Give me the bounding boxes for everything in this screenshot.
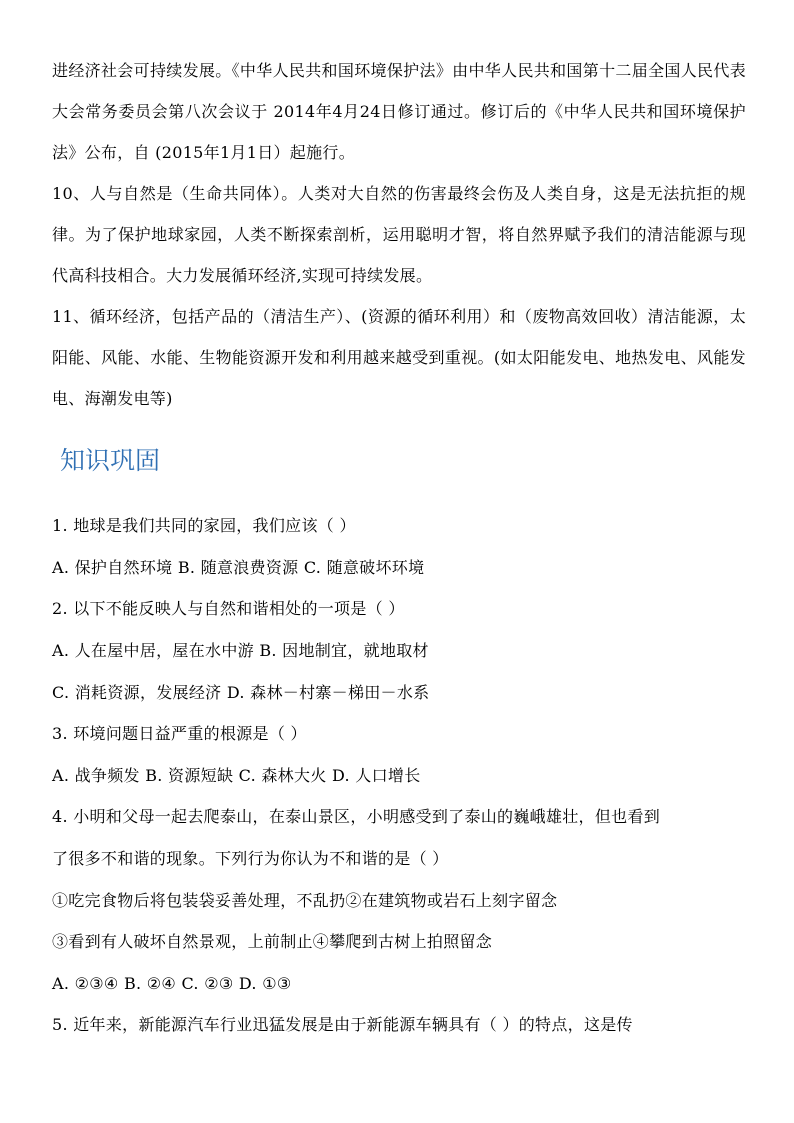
question-4-item-2: ③看到有人破坏自然景观，上前制止④攀爬到古树上拍照留念 bbox=[52, 932, 493, 951]
intro-paragraph-law: 进经济社会可持续发展。《中华人民共和国环境保护法》由中华人民共和国第十二届全国人民代表大会常务委员会第八次会议于 2014年4月24日修订通过。修订后的《中华人民共和国环境保护法》公布，自 (2015年1月1日）起施行。 bbox=[52, 61, 746, 162]
question-5-line-1: 5. 近年来，新能源汽车行业迅猛发展是由于新能源车辆具有（ ）的特点，这是传 bbox=[52, 1015, 633, 1034]
question-2-options-ab: A. 人在屋中居，屋在水中游 B. 因地制宜，就地取材 bbox=[52, 641, 429, 660]
question-4-options: A. ②③④ B. ②④ C. ②③ D. ①③ bbox=[52, 974, 292, 993]
question-4-item-1: ①吃完食物后将包装袋妥善处理，不乱扔②在建筑物或岩石上刻字留念 bbox=[52, 891, 558, 910]
intro-paragraph-11: 11、循环经济，包括产品的（清洁生产）、(资源的循环利用）和（废物高效回收）清洁能源，太阳能、风能、水能、生物能资源开发和利用越来越受到重视。(如太阳能发电、地热发电、风能发电、海潮发电等) bbox=[52, 307, 746, 408]
intro-paragraph-10: 10、人与自然是（生命共同体）。人类对大自然的伤害最终会伤及人类自身，这是无法抗拒的规律。为了保护地球家园，人类不断探索剖析，运用聪明才智，将自然界赋予我们的清洁能源与现代高科技相合。大力发展循环经济,实现可持续发展。 bbox=[52, 184, 746, 285]
question-1-options: A. 保护自然环境 B. 随意浪费资源 C. 随意破坏环境 bbox=[52, 558, 425, 577]
question-3-options: A. 战争频发 B. 资源短缺 C. 森林大火 D. 人口增长 bbox=[52, 766, 421, 785]
section-title: 知识巩固 bbox=[60, 446, 161, 475]
question-1: 1. 地球是我们共同的家园，我们应该（ ） bbox=[52, 516, 356, 535]
question-2-options-cd: C. 消耗资源，发展经济 D. 森林－村寨－梯田－水系 bbox=[52, 683, 430, 702]
question-2: 2. 以下不能反映人与自然和谐相处的一项是（ ） bbox=[52, 599, 405, 618]
question-4-line-2: 了很多不和谐的现象。下列行为你认为不和谐的是（ ） bbox=[52, 849, 449, 868]
question-4-line-1: 4. 小明和父母一起去爬泰山，在泰山景区，小明感受到了泰山的巍峨雄壮，但也看到 bbox=[52, 807, 661, 826]
question-3: 3. 环境问题日益严重的根源是（ ） bbox=[52, 724, 307, 743]
